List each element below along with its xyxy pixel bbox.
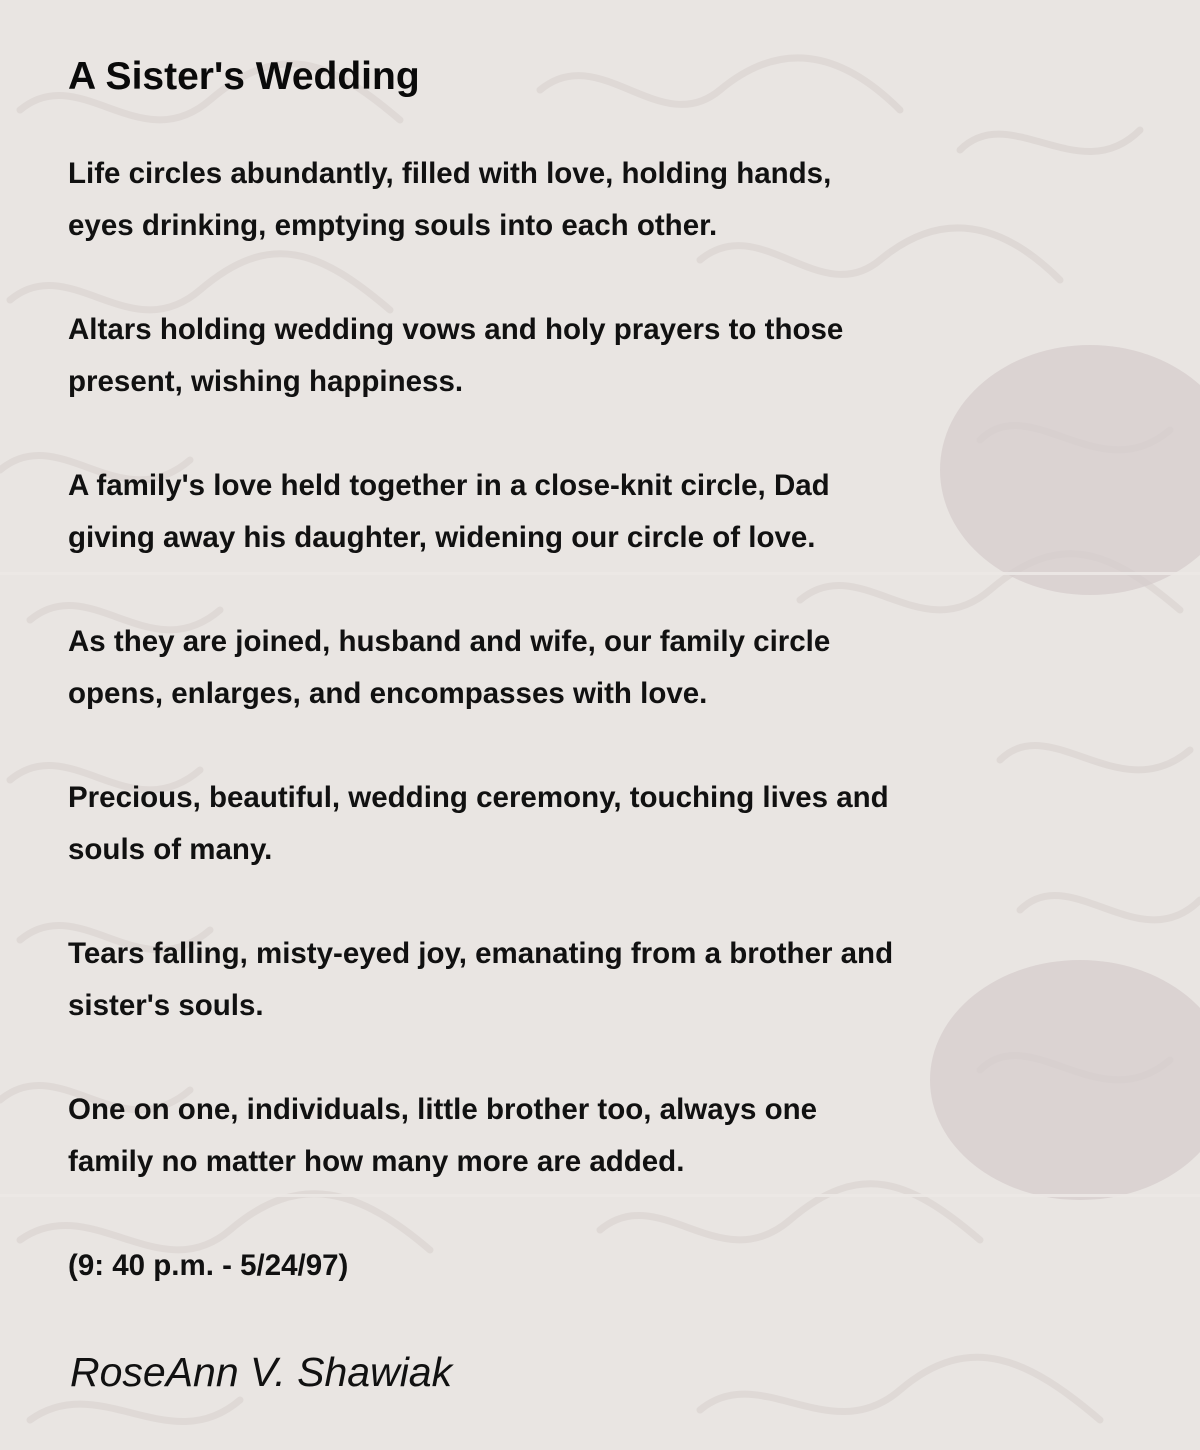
poem-author: RoseAnn V. Shawiak — [70, 1349, 453, 1395]
stanza — [68, 1084, 1068, 1188]
poem-line: eyes drinking, emptying souls into each other. — [68, 209, 718, 242]
stanza — [68, 304, 1068, 408]
poem-line: souls of many. — [68, 833, 273, 866]
stanza — [68, 772, 1068, 876]
poem-line: Life circles abundantly, filled with love, holding hands, — [68, 157, 832, 190]
poem-line: giving away his daughter, widening our circle of love. — [68, 521, 816, 554]
poem-line: Precious, beautiful, wedding ceremony, touching lives and — [68, 781, 889, 814]
poem-datestamp: (9: 40 p.m. - 5/24/97) — [68, 1249, 349, 1282]
poem-line: As they are joined, husband and wife, our family circle — [68, 625, 831, 658]
poem-line: One on one, individuals, little brother too, always one — [68, 1093, 818, 1126]
poem-line: opens, enlarges, and encompasses with love. — [68, 677, 708, 710]
poem-line: present, wishing happiness. — [68, 365, 464, 398]
poem-line: Altars holding wedding vows and holy prayers to those — [68, 313, 844, 346]
poem-container — [68, 52, 1068, 1292]
poem-line: Tears falling, misty-eyed joy, emanating from a brother and — [68, 937, 894, 970]
stanza — [68, 928, 1068, 1032]
poem-line: family no matter how many more are added. — [68, 1145, 685, 1178]
stanza — [68, 460, 1068, 564]
poem-title: A Sister's Wedding — [68, 55, 420, 98]
poem-line: A family's love held together in a close-knit circle, Dad — [68, 469, 830, 502]
stanza — [68, 148, 1068, 252]
stanza — [68, 616, 1068, 720]
poem-line: sister's souls. — [68, 989, 264, 1022]
